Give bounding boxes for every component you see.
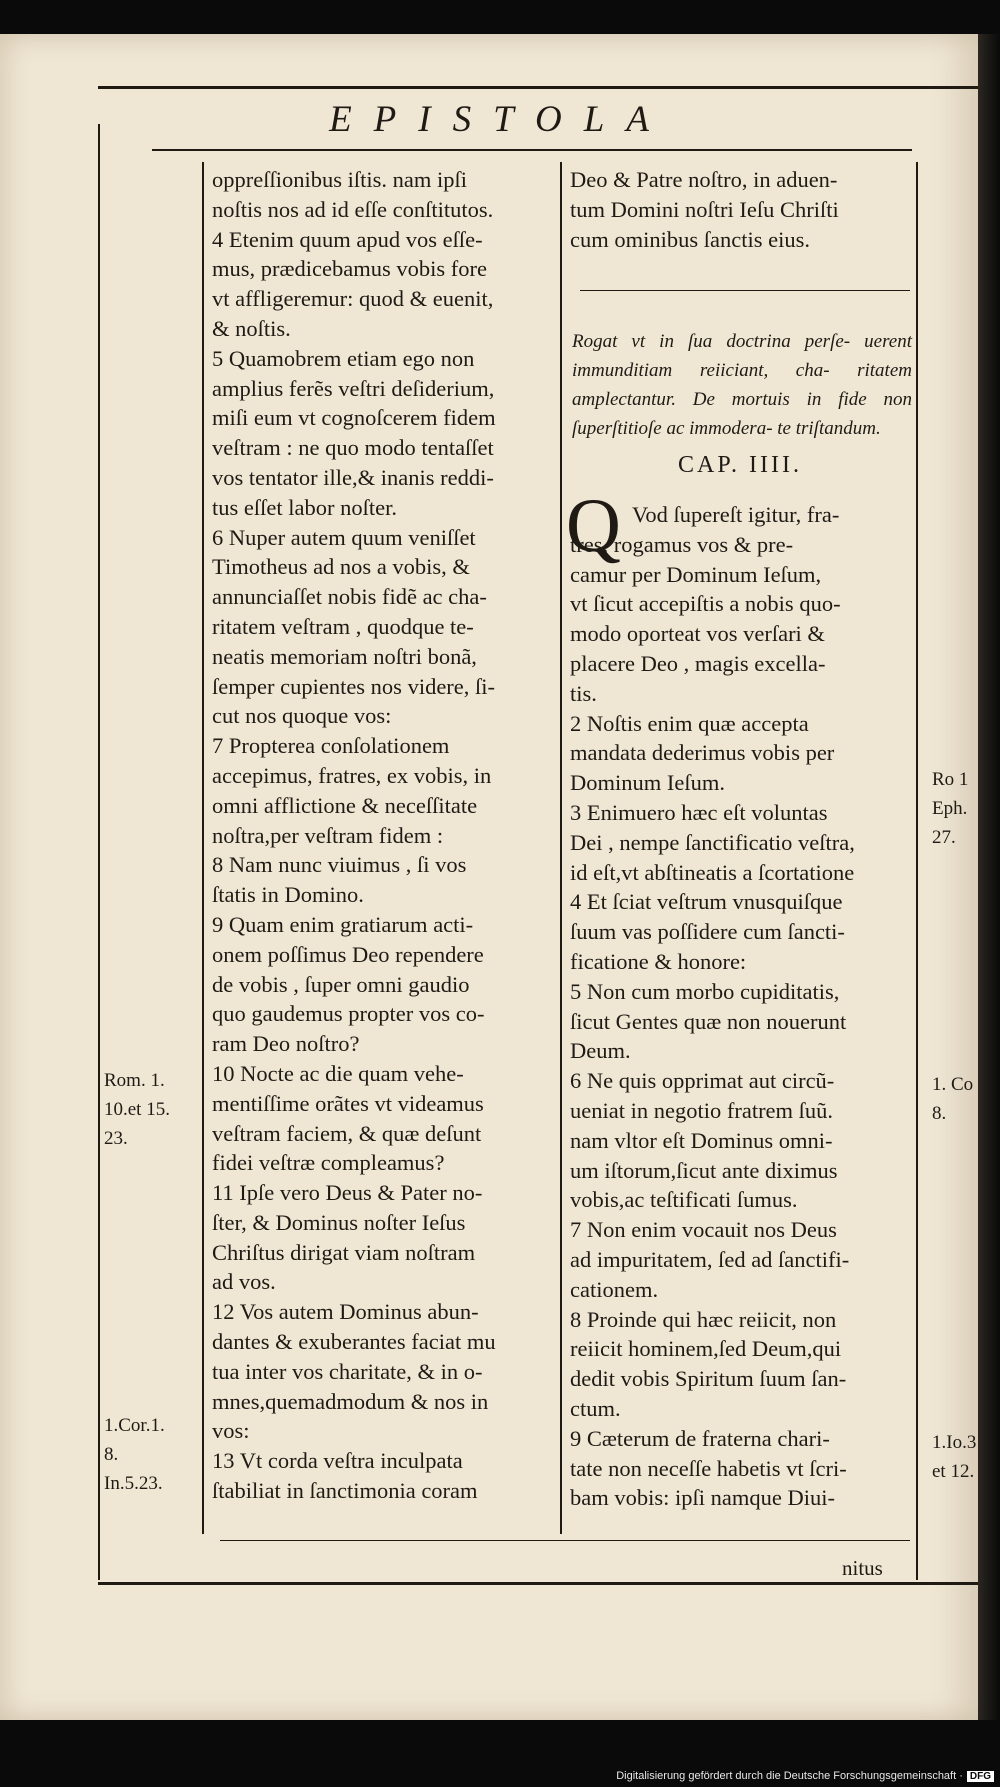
summary-rule bbox=[580, 290, 910, 291]
text-line: 10 Nocte ac die quam vehe- bbox=[212, 1060, 464, 1086]
text-line: 12 Vos autem Dominus abun- bbox=[212, 1299, 479, 1325]
text-line: cut nos quoque vos: bbox=[212, 703, 392, 729]
text-line: mentiſſime orãtes vt videamus bbox=[212, 1090, 484, 1116]
text-line: ficatione & honore: bbox=[570, 948, 747, 974]
text-line: 9 Quam enim gratiarum acti- bbox=[212, 911, 474, 937]
text-line: bam vobis: ipſi namque Diui- bbox=[570, 1485, 835, 1511]
text-line: 4 Etenim quum apud vos eſſe- bbox=[212, 226, 483, 252]
margin-note-line: 8. bbox=[104, 1444, 119, 1465]
left-text-column bbox=[212, 165, 550, 1506]
bottom-rule bbox=[98, 1582, 978, 1585]
text-line: mus, prædicebamus vobis fore bbox=[212, 256, 487, 282]
text-line: vos tentator ille,& inanis reddi- bbox=[212, 464, 494, 490]
right-frame-line bbox=[916, 162, 918, 1580]
text-line: vt ſicut accepiſtis a nobis quo- bbox=[570, 591, 841, 617]
text-line: 8 Proinde qui hæc reiicit, non bbox=[570, 1306, 837, 1332]
drop-cap-initial: Q bbox=[566, 484, 621, 568]
margin-note-line: Ro 1 bbox=[932, 769, 969, 790]
right-text-column-top bbox=[570, 165, 910, 254]
text-line: Timotheus ad nos a vobis, & bbox=[212, 554, 470, 580]
text-line: mnes,quemadmodum & nos in bbox=[212, 1388, 489, 1414]
margin-note-line: et 12. bbox=[932, 1461, 975, 1482]
margin-note-line: 27. bbox=[932, 827, 956, 848]
chapter-heading: CAP. IIII. bbox=[678, 452, 802, 478]
text-line: tus eſſet labor noſter. bbox=[212, 494, 397, 520]
chapter-summary: Rogat vt in ſua doctrina perſe- uerent immunditiam reiiciant, cha- ritatem amplectantur. De mortuis in fide non ſuperſtitioſe ac immodera- te triſtandum. bbox=[572, 331, 912, 439]
margin-note-right-2 bbox=[932, 1070, 973, 1128]
text-line: 7 Non enim vocauit nos Deus bbox=[570, 1217, 837, 1243]
margin-note-line: 1.Io.3 bbox=[932, 1432, 977, 1453]
chapter-body-column bbox=[570, 500, 910, 1513]
margin-note-line: 8. bbox=[932, 1103, 947, 1124]
top-rule bbox=[98, 86, 978, 89]
text-line: Vod ſupereſt igitur, fra- bbox=[632, 502, 840, 527]
text-line: Deum. bbox=[570, 1038, 631, 1064]
bottom-text-rule bbox=[220, 1540, 910, 1541]
text-line: um iſtorum,ſicut ante diximus bbox=[570, 1157, 838, 1183]
text-line: 2 Noſtis enim quæ accepta bbox=[570, 710, 809, 736]
text-line: ſicut Gentes quæ non nouerunt bbox=[570, 1008, 847, 1034]
text-line: omni afflictione & neceſſitate bbox=[212, 792, 478, 818]
margin-note-line: Eph. bbox=[932, 798, 968, 819]
running-title: EPISTOLA bbox=[329, 99, 671, 140]
text-line: Chriſtus dirigat viam noſtram bbox=[212, 1239, 476, 1265]
margin-note-line: 10.et 15. bbox=[104, 1099, 170, 1120]
text-line: 8 Nam nunc viuimus , ſi vos bbox=[212, 852, 467, 878]
left-column-divider bbox=[202, 162, 204, 1534]
text-line: vos: bbox=[212, 1418, 250, 1444]
text-line: cationem. bbox=[570, 1276, 659, 1302]
text-line: tres, rogamus vos & pre- bbox=[570, 531, 794, 557]
text-line: miſi eum vt cognoſcerem fidem bbox=[212, 405, 496, 431]
text-line: ctum. bbox=[570, 1395, 621, 1421]
text-line: ſemper cupientes nos videre, ſi- bbox=[212, 673, 496, 699]
text-line: vobis,ac teſtificati ſumus. bbox=[570, 1187, 798, 1213]
text-line: neatis memoriam noſtri bonã, bbox=[212, 643, 477, 669]
text-line: Dei , nempe ſanctificatio veſtra, bbox=[570, 829, 855, 855]
text-line: tua inter vos charitate, & in o- bbox=[212, 1358, 483, 1384]
text-line: noſtis nos ad id eſſe conſtitutos. bbox=[212, 196, 494, 222]
text-line: veſtram : ne quo modo tentaſſet bbox=[212, 435, 494, 461]
margin-note-right-3 bbox=[932, 1428, 976, 1486]
margin-note-line: 23. bbox=[104, 1128, 128, 1149]
text-line: onem poſſimus Deo rependere bbox=[212, 941, 484, 967]
text-line: ſter, & Dominus noſter Ieſus bbox=[212, 1209, 466, 1235]
text-line: ſtabiliat in ſanctimonia coram bbox=[212, 1478, 478, 1504]
catchword: nitus bbox=[842, 1556, 883, 1580]
text-line: ad impuritatem, ſed ad ſanctifi- bbox=[570, 1246, 850, 1272]
text-line: modo oporteat vos verſari & bbox=[570, 621, 825, 647]
margin-note-line: 1.Cor.1. bbox=[104, 1415, 165, 1436]
text-line: 9 Cæterum de fraterna chari- bbox=[570, 1425, 830, 1451]
margin-note-line: Rom. 1. bbox=[104, 1070, 165, 1091]
text-line: 7 Propterea conſolationem bbox=[212, 733, 450, 759]
text-line: oppreſſionibus iſtis. nam ipſi bbox=[212, 167, 467, 192]
text-line: placere Deo , magis excella- bbox=[570, 650, 826, 676]
text-line: Dominum Ieſum. bbox=[570, 770, 725, 796]
text-line: ueniat in negotio fratrem ſuũ. bbox=[570, 1097, 834, 1123]
text-line: Deo & Patre noſtro, in aduen- bbox=[570, 167, 838, 192]
text-line: dantes & exuberantes faciat mu bbox=[212, 1329, 496, 1355]
center-column-divider bbox=[560, 162, 562, 1534]
text-line: veſtram faciem, & quæ deſunt bbox=[212, 1120, 482, 1146]
text-line: tate non neceſſe habetis vt ſcri- bbox=[570, 1455, 847, 1481]
text-line: ſuum vas poſſidere cum ſancti- bbox=[570, 919, 845, 945]
left-frame-line bbox=[98, 124, 100, 1580]
text-line: fidei veſtræ compleamus? bbox=[212, 1150, 445, 1176]
text-line: ritatem veſtram , quodque te- bbox=[212, 613, 474, 639]
text-line: de vobis , ſuper omni gaudio bbox=[212, 971, 470, 997]
text-line: 4 Et ſciat veſtrum vnusquiſque bbox=[570, 889, 843, 915]
text-line: accepimus, fratres, ex vobis, in bbox=[212, 762, 492, 788]
text-line: 6 Ne quis opprimat aut circũ- bbox=[570, 1068, 835, 1094]
text-line: quo gaudemus propter vos co- bbox=[212, 1001, 485, 1027]
text-line: 6 Nuper autem quum veniſſet bbox=[212, 524, 476, 550]
footer-credit bbox=[616, 1770, 994, 1782]
text-line: tis. bbox=[570, 680, 597, 706]
text-line: 3 Enimuero hæc eſt voluntas bbox=[570, 799, 828, 825]
text-line: & noſtis. bbox=[212, 315, 291, 341]
text-line: mandata dederimus vobis per bbox=[570, 740, 835, 766]
text-line: ram Deo noſtro? bbox=[212, 1031, 360, 1057]
text-line: camur per Dominum Ieſum, bbox=[570, 561, 822, 587]
text-line: annunciaſſet nobis fidẽ ac cha- bbox=[212, 584, 487, 610]
text-line: 5 Non cum morbo cupiditatis, bbox=[570, 978, 840, 1004]
text-line: tum Domini noſtri Ieſu Chriſti bbox=[570, 196, 839, 222]
text-line: 11 Ipſe vero Deus & Pater no- bbox=[212, 1180, 483, 1206]
margin-note-right-1 bbox=[932, 765, 968, 852]
text-line: vt affligeremur: quod & euenit, bbox=[212, 286, 494, 312]
text-line: dedit vobis Spiritum ſuum ſan- bbox=[570, 1366, 847, 1392]
title-underline bbox=[152, 149, 912, 151]
margin-note-line: 1. Co bbox=[932, 1074, 974, 1095]
footer-credit-text: Digitalisierung gefördert durch die Deutsche Forschungsgemeinschaft · bbox=[616, 1770, 963, 1782]
text-line: ad vos. bbox=[212, 1269, 276, 1295]
margin-note-left-2 bbox=[104, 1411, 165, 1498]
margin-note-left-1 bbox=[104, 1066, 170, 1153]
text-line: reiicit hominem,ſed Deum,qui bbox=[570, 1336, 842, 1362]
text-line: noſtra,per veſtram fidem : bbox=[212, 822, 444, 848]
page-gutter-shadow bbox=[978, 34, 1000, 1720]
text-line: 13 Vt corda veſtra inculpata bbox=[212, 1448, 463, 1474]
text-line: nam vltor eſt Dominus omni- bbox=[570, 1127, 833, 1153]
margin-note-line: In.5.23. bbox=[104, 1473, 163, 1494]
text-line: amplius ferẽs veſtri deſiderium, bbox=[212, 375, 495, 401]
text-line: cum ominibus ſanctis eius. bbox=[570, 226, 810, 252]
text-line: id eſt,vt abſtineatis a ſcortatione bbox=[570, 859, 855, 885]
dfg-logo: DFG bbox=[967, 1771, 994, 1782]
text-line: ſtatis in Domino. bbox=[212, 882, 364, 908]
text-line: 5 Quamobrem etiam ego non bbox=[212, 345, 475, 371]
